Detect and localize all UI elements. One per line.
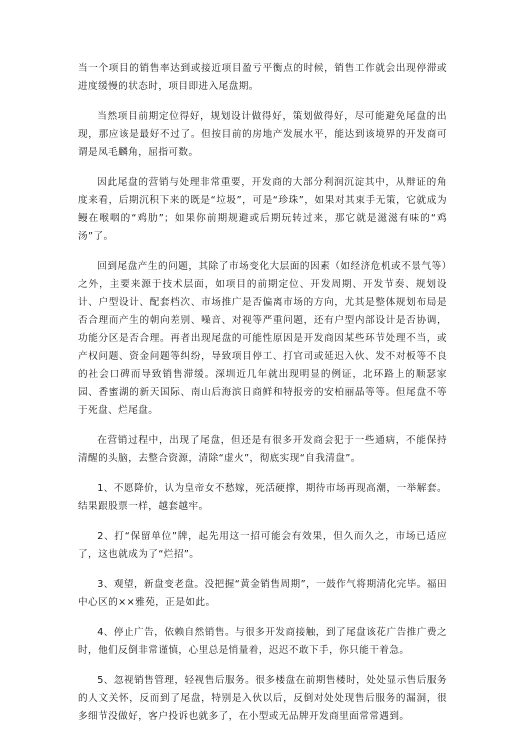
paragraph-3: 因此尾盘的营销与处理非常重要，开发商的大部分利润沉淀其中，从辩证的角度来看，后期沉积下来的既是“垃圾”，可是“珍珠”，如果对其束手无策，它就成为鳗在喉咽的“鸡肋”；如果你前期规避或后期玩转过来，那它就是滋滋有味的“鸡汤”了。 [78, 177, 447, 242]
paragraph-5: 在营销过程中，出现了尾盘，但还是有很多开发商会犯于一些通病，不能保持清醒的头脑，去整合资源，清除“虚火”，彻底实现“自我清盘”。 [78, 435, 447, 464]
paragraph-4: 回到尾盘产生的问题，其除了市场变化大层面的因素（如经济危机或不景气等）之外，主要来源于技术层面，如项目的前期定位、开发周期、开发节奏、规划设计、户型设计、配套档次、市场推广是否偏离市场的方向，尤其是整体规划布局是否合理而产生的朝向差别、噪音、对视等严重问题，还有户型内部设计是否协调，功能分区是否合理。再者出现尾盘的可能性原因是开发商因某些环节处理不当，或产权问题、资金问题等纠纷，导致项目停工、打官司或延迟入伙、发不对板等不良的社会口碑而导致销售滞缓。深圳近几年就出现明显的例证，北环路上的顺瑟家园、香蜜湖的新天国际、南山后海滨日商鲜和特报旁的安柏丽晶等等。但尾盘不等于死盘、烂尾盘。 [78, 261, 447, 416]
list-item-4: 4、停止广告，依赖自然销售。与很多开发商接触，到了尾盘该花广告推广费之时，他们反倒非常谨慎，心里总是悄量着，迟迟不敢下手，你只能干着急。 [78, 627, 447, 656]
list-item-5: 5、忽视销售管理，轻视售后服务。很多楼盘在前期售楼时，处处显示售后服务的人文关怀，反而到了尾盘，特别是入伙以后，反倒对处处现售后服务的漏洞，很多细节没做好，客户投诉也就多了，在小型或无品牌开发商里面常常遇到。 [78, 675, 447, 722]
list-item-2: 2、打“保留单位”牌，起先用这一招可能会有效果，但久而久之，市场已适应了，这也就成为了“烂招”。 [78, 531, 447, 560]
paragraph-1: 当一个项目的销售率达到或接近项目盈亏平衡点的时候，销售工作就会出现停滞或进度缓慢的状态时，项目即进入尾盘期。 [78, 63, 447, 92]
list-item-1: 1、不愿降价，认为皇帝女不愁嫁，死活硬撑，期待市场再现高潮，一举解套。结果跟股票一样，越套越牢。 [78, 483, 447, 512]
list-item-3: 3、观望，新盘变老盘。没把握“黄金销售周期”，一鼓作气将期清化完毕。福田中心区的××雅苑，正是如此。 [78, 579, 447, 608]
paragraph-2: 当然项目前期定位得好，规划设计做得好，策划做得好，尽可能避免尾盘的出现，那应该是最好不过了。但按目前的房地产发展水平，能达到该境界的开发商可谓是凤毛麟角，屈指可数。 [78, 111, 447, 158]
